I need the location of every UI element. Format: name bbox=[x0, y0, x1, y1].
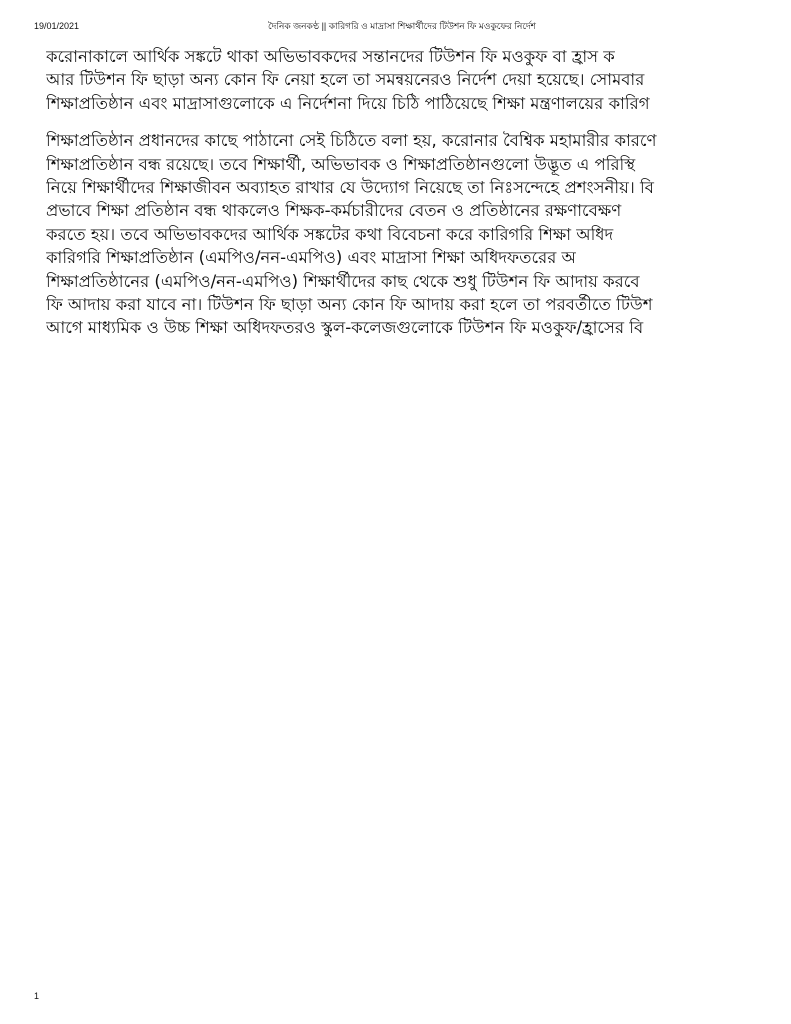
text-line: আর টিউশন ফি ছাড়া অন্য কোন ফি নেয়া হলে তা সমন্বয়নেরও নির্দেশ দেয়া হয়েছে। সোমবার bbox=[46, 70, 645, 90]
article-paragraph bbox=[46, 129, 791, 340]
print-header bbox=[0, 18, 791, 34]
text-line: করোনাকালে আর্থিক সঙ্কটে থাকা অভিভাবকদের সন্তানদের টিউশন ফি মওকুফ বা হ্রাস ক bbox=[46, 47, 615, 66]
text-line: শিক্ষাপ্রতিষ্ঠান এবং মাদ্রাসাগুলোকে এ নির্দেশনা দিয়ে চিঠি পাঠিয়েছে শিক্ষা মন্ত্রণালয়ের কারিগ bbox=[46, 93, 650, 113]
text-line: শিক্ষাপ্রতিষ্ঠান বন্ধ রয়েছে। তবে শিক্ষার্থী, অভিভাবক ও শিক্ষাপ্রতিষ্ঠানগুলো উদ্ভূত এ পরিস্থি bbox=[46, 154, 636, 174]
text-line: নিয়ে শিক্ষার্থীদের শিক্ষাজীবন অব্যাহত রাখার যে উদ্যোগ নিয়েছে তা নিঃসন্দেহে প্রশংসনীয়। বি bbox=[46, 177, 654, 197]
print-page-title: দৈনিক জনকণ্ঠ || কারিগরি ও মাদ্রাসা শিক্ষার্থীদের টিউশন ফি মওকুফের নির্দেশ bbox=[268, 21, 536, 31]
article-paragraph bbox=[46, 45, 791, 115]
text-line: করতে হয়। তবে অভিভাবকদের আর্থিক সঙ্কটের কথা বিবেচনা করে কারিগরি শিক্ষা অধিদ bbox=[46, 224, 614, 244]
text-line: প্রভাবে শিক্ষা প্রতিষ্ঠান বন্ধ থাকলেও শিক্ষক-কর্মচারীদের বেতন ও প্রতিষ্ঠানের রক্ষণাবেক্ষণ bbox=[46, 201, 622, 221]
article-body bbox=[46, 45, 791, 354]
text-line: আগে মাধ্যমিক ও উচ্চ শিক্ষা অধিদফতরও স্কুল-কলেজগুলোকে টিউশন ফি মওকুফ/হ্রাসের বি bbox=[46, 318, 644, 338]
text-line: শিক্ষাপ্রতিষ্ঠান প্রধানদের কাছে পাঠানো সেই চিঠিতে বলা হয়, করোনার বৈশ্বিক মহামারীর কারণে bbox=[46, 131, 657, 151]
text-line: কারিগরি শিক্ষাপ্রতিষ্ঠান (এমপিও/নন-এমপিও) এবং মাদ্রাসা শিক্ষা অধিদফতরের অ bbox=[46, 248, 576, 268]
page-number: 1 bbox=[34, 991, 40, 1001]
text-line: শিক্ষাপ্রতিষ্ঠানের (এমপিও/নন-এমপিও) শিক্ষার্থীদের কাছ থেকে শুধু টিউশন ফি আদায় করবে bbox=[46, 271, 640, 291]
text-line: ফি আদায় করা যাবে না। টিউশন ফি ছাড়া অন্য কোন ফি আদায় করা হলে তা পরবর্তীতে টিউশ bbox=[46, 294, 653, 314]
print-date: 19/01/2021 bbox=[34, 21, 80, 31]
